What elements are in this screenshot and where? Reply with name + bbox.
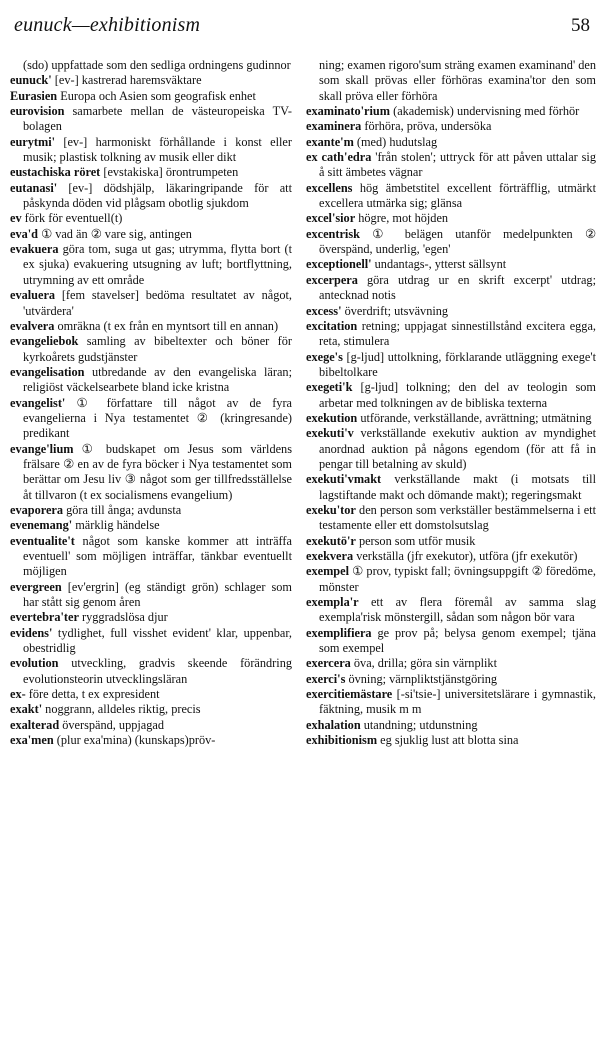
dictionary-entry bbox=[306, 319, 596, 350]
dictionary-entry bbox=[10, 610, 292, 625]
entry-definition: ryggradslösa djur bbox=[78, 610, 168, 625]
dictionary-entry bbox=[306, 534, 596, 549]
dictionary-entry bbox=[306, 656, 596, 671]
entry-headword: eventualite't bbox=[10, 533, 75, 548]
entry-headword: excerpera bbox=[306, 272, 358, 287]
entry-headword: evalvera bbox=[10, 318, 55, 333]
dictionary-entry bbox=[306, 211, 596, 226]
entry-definition: utveckling, gradvis skeende förändring evolutionsteorin utvecklingsläran bbox=[23, 656, 292, 686]
entry-definition: noggrann, alldeles riktig, precis bbox=[42, 702, 201, 717]
entry-definition: verkställande makt (i motsats till lagstiftande makt och dömande makt); regeringsmakt bbox=[319, 472, 596, 502]
entry-headword: evangelist' bbox=[10, 395, 66, 410]
entry-definition: ① belägen utanför medelpunkten ② överspänd, underlig, 'egen' bbox=[319, 226, 596, 257]
entry-definition: före detta, t ex expresident bbox=[25, 687, 160, 702]
entry-headword: evidens' bbox=[10, 625, 53, 640]
entry-definition: [evstakiska] örontrumpeten bbox=[100, 165, 239, 180]
entry-headword: exerci's bbox=[306, 671, 346, 686]
entry-definition: retning; uppjagat sinnestillstånd excitera egga, reta, stimulera bbox=[319, 318, 596, 349]
dictionary-entry bbox=[10, 181, 292, 212]
entry-headword: eurovision bbox=[10, 104, 65, 119]
dictionary-entry bbox=[306, 150, 596, 181]
entry-definition: något som kanske kommer att inträffa eventuell' som möjligen inträffar, tänkbar eventuellt möjligen bbox=[23, 533, 292, 579]
entry-headword: eurytmi' bbox=[10, 134, 56, 149]
entry-headword: exegeti'k bbox=[306, 380, 353, 395]
dictionary-entry bbox=[10, 442, 292, 503]
dictionary-entry bbox=[306, 595, 596, 626]
dictionary-entry bbox=[10, 242, 292, 288]
entry-headword: eunuck' bbox=[10, 73, 52, 88]
dictionary-entry bbox=[306, 380, 596, 411]
entry-headword: eustachiska röret bbox=[10, 165, 101, 180]
entry-definition: verkställande exekutiv auktion av myndighet anordnad auktion på någons egendom (för att få in pengar till betalning av skuld) bbox=[319, 426, 596, 471]
entry-headword: exekutö'r bbox=[306, 533, 356, 548]
entry-headword: exercitiemästare bbox=[306, 687, 393, 702]
entry-definition: överdrift; utsvävning bbox=[341, 303, 449, 318]
entry-headword: exhibitionism bbox=[306, 733, 378, 748]
dictionary-entry bbox=[306, 733, 596, 748]
dictionary-entry bbox=[306, 687, 596, 718]
dictionary-entry bbox=[10, 334, 292, 365]
dictionary-entry bbox=[306, 135, 596, 150]
entry-headword: excitation bbox=[306, 318, 358, 333]
entry-headword: eutanasi' bbox=[10, 180, 58, 195]
entry-definition: [g-ljud] tolkning; den del av teologin som arbetar med tolkningen av de bibliska texterna bbox=[319, 380, 596, 410]
entry-definition: ① budskapet om Jesus som världens frälsare ② en av de fyra böcker i Nya testamentet som berättar om Jesu liv ③ något som ger tillfredsställelse åt tillvaron (t ex socialismens evangelium) bbox=[23, 441, 292, 502]
dictionary-entry bbox=[10, 104, 292, 135]
entry-definition: (akademisk) undervisning med förhör bbox=[390, 104, 580, 119]
page-number: 58 bbox=[571, 15, 590, 36]
entry-headword: exalterad bbox=[10, 717, 60, 732]
entry-headword: exekvera bbox=[306, 549, 354, 563]
dictionary-entry bbox=[10, 733, 292, 748]
entry-headword: evergreen bbox=[10, 579, 62, 594]
entry-definition: (med) hudutslag bbox=[353, 134, 438, 149]
entry-headword: evangeliebok bbox=[10, 334, 79, 349]
entry-definition: Europa och Asien som geografisk enhet bbox=[57, 88, 256, 103]
entry-definition: [g-ljud] uttolkning, förklarande utläggning exege't bibeltolkare bbox=[319, 349, 596, 379]
dictionary-entry bbox=[10, 165, 292, 180]
entry-definition: 'från stolen'; uttryck för att påven uttalar sig å sitt ämbetes vägnar bbox=[319, 150, 596, 180]
entry-headword: evangelisation bbox=[10, 364, 85, 379]
entry-definition: undantags-, ytterst sällsynt bbox=[371, 257, 507, 272]
dictionary-entry bbox=[10, 211, 292, 226]
entry-definition: ① författare till något av de fyra evangelierna i Nya testamentet ② (kringresande) predikant bbox=[23, 395, 292, 441]
entry-headword: evange'lium bbox=[10, 441, 74, 456]
dictionary-entry bbox=[10, 288, 292, 319]
entry-definition: ning; examen rigoro'sum sträng examen examinand' den som skall prövas eller förhöras examina'tor den som skall pröva eller förhöra bbox=[319, 58, 596, 103]
entry-headword: examinato'rium bbox=[306, 104, 391, 119]
dictionary-entry bbox=[306, 58, 596, 104]
dictionary-entry bbox=[306, 718, 596, 733]
running-head: eunuck—exhibitionism bbox=[14, 14, 201, 36]
dictionary-entry bbox=[10, 702, 292, 717]
entry-headword: exempla'r bbox=[306, 595, 359, 610]
dictionary-entry bbox=[306, 273, 596, 304]
dictionary-entry bbox=[306, 672, 596, 687]
dictionary-entry bbox=[306, 119, 596, 134]
entry-definition: [ev-] harmoniskt förhållande i konst eller musik; plastisk tolkning av musik eller dikt bbox=[23, 134, 292, 165]
entry-definition: tydlighet, full visshet evident' klar, uppenbar, obestridlig bbox=[23, 625, 292, 656]
entry-definition: göra tom, suga ut gas; utrymma, flytta bort (t ex sjuka) evakuering utsugning av luft; bortflyttning, utrymning av ett område bbox=[23, 242, 292, 287]
entry-definition: samling av bibeltexter och böner för kyrkoårets gudstjänster bbox=[23, 334, 292, 364]
entry-definition: överspänd, uppjagad bbox=[59, 717, 165, 732]
dictionary-entry bbox=[306, 503, 596, 534]
entry-headword: evertebra'ter bbox=[10, 610, 79, 625]
entry-definition: den person som verkställer bestämmelserna i ett testamente eller ett domstolsutslag bbox=[319, 502, 596, 533]
entry-headword: excellens bbox=[306, 180, 353, 195]
entry-definition: eg sjuklig lust att blotta sina bbox=[377, 733, 519, 748]
entry-definition: verkställa (jfr exekutor), utföra (jfr exekutör) bbox=[353, 549, 578, 563]
dictionary-entry bbox=[306, 472, 596, 503]
entry-headword: exceptionell' bbox=[306, 257, 372, 272]
entry-headword: ex- bbox=[10, 687, 26, 702]
entry-definition: person som utför musik bbox=[355, 533, 476, 548]
entry-headword: exa'men bbox=[10, 733, 54, 748]
dictionary-entry bbox=[306, 411, 596, 426]
dictionary-entry bbox=[10, 319, 292, 334]
entry-headword: Eurasien bbox=[10, 88, 58, 103]
entry-definition: [ev'ergrin] (eg ständigt grön) schlager som har stått sig genom åren bbox=[23, 579, 292, 610]
entry-definition: övning; värnpliktstjänstgöring bbox=[345, 671, 498, 686]
dictionary-entry bbox=[306, 304, 596, 319]
right-column bbox=[306, 58, 596, 748]
entry-headword: exakt' bbox=[10, 702, 43, 717]
entry-headword: exhalation bbox=[306, 717, 361, 732]
dictionary-entry bbox=[306, 564, 596, 595]
entry-headword: exekution bbox=[306, 410, 358, 425]
dictionary-entry bbox=[306, 104, 596, 119]
dictionary-entry bbox=[10, 89, 292, 104]
dictionary-entry bbox=[10, 135, 292, 166]
entry-headword: excentrisk bbox=[306, 226, 360, 241]
entry-definition: förhöra, pröva, undersöka bbox=[361, 119, 492, 134]
dictionary-entry bbox=[306, 426, 596, 472]
entry-headword: excel'sior bbox=[306, 211, 356, 226]
entry-definition: högre, mot höjden bbox=[355, 211, 449, 226]
entry-definition: ett av flera föremål av samma slag exempla'risk mönstergill, sådan som någon bör vara bbox=[319, 595, 596, 625]
dictionary-entry bbox=[10, 718, 292, 733]
entry-definition: ge prov på; belysa genom exempel; tjäna som exempel bbox=[319, 625, 596, 656]
dictionary-entry bbox=[306, 181, 596, 212]
dictionary-entry bbox=[10, 580, 292, 611]
entry-definition: hög ämbetstitel excellent förträfflig, utmärkt excellera utmärka sig; glänsa bbox=[319, 180, 596, 211]
entry-headword: exercera bbox=[306, 656, 351, 671]
entry-definition: förk för eventuell(t) bbox=[21, 211, 123, 226]
entry-headword: exemplifiera bbox=[306, 625, 372, 640]
dictionary-entry bbox=[10, 58, 292, 73]
entry-definition: [-si'tsie-] universitetslärare i gymnastik, fäktning, musik m m bbox=[319, 687, 596, 717]
entry-headword: evenemang' bbox=[10, 518, 73, 533]
dictionary-entry bbox=[10, 656, 292, 687]
entry-definition: omräkna (t ex från en myntsort till en annan) bbox=[54, 318, 279, 333]
dictionary-entry bbox=[306, 227, 596, 258]
dictionary-entry bbox=[10, 365, 292, 396]
entry-definition: [ev-] dödshjälp, läkaringripande för att påskynda döden vid plågsam obotlig sjukdom bbox=[23, 180, 292, 211]
dictionary-entry bbox=[306, 549, 596, 564]
entry-definition: (plur exa'mina) (kunskaps)pröv- bbox=[53, 733, 216, 748]
entry-definition: märklig händelse bbox=[72, 518, 160, 533]
left-column bbox=[10, 58, 292, 748]
entry-definition: utandning; utdunstning bbox=[360, 717, 478, 732]
entry-definition: samarbete mellan de västeuropeiska TV-bolagen bbox=[23, 104, 292, 134]
entry-definition: (sdo) uppfattade som den sedliga ordningens gudinnor bbox=[23, 58, 291, 72]
entry-definition: ① prov, typiskt fall; övningsuppgift ② föredöme, mönster bbox=[319, 564, 596, 594]
dictionary-entry bbox=[10, 503, 292, 518]
entry-definition: göra till ånga; avdunsta bbox=[63, 502, 182, 517]
entry-headword: ex cath'edra bbox=[306, 150, 372, 165]
entry-headword: exekuti'v bbox=[306, 426, 354, 441]
entry-headword: exante'm bbox=[306, 134, 354, 149]
entry-definition: göra utdrag ur en skrift excerpt' utdrag; antecknad notis bbox=[319, 272, 596, 303]
entry-definition: öva, drilla; göra sin värnplikt bbox=[350, 656, 497, 671]
entry-headword: eva'd bbox=[10, 226, 39, 241]
entry-headword: exege's bbox=[306, 349, 343, 364]
entry-headword: examinera bbox=[306, 119, 362, 134]
entry-definition: utförande, verkställande, avrättning; utmätning bbox=[357, 410, 592, 425]
entry-headword: exempel bbox=[306, 564, 350, 579]
entry-headword: excess' bbox=[306, 303, 342, 318]
dictionary-entry bbox=[306, 626, 596, 657]
entry-headword: evolution bbox=[10, 656, 59, 671]
dictionary-entry bbox=[10, 626, 292, 657]
dictionary-entry bbox=[10, 73, 292, 88]
entry-definition: [ev-] kastrerad haremsväktare bbox=[51, 73, 202, 88]
entry-definition: ① vad än ② vare sig, antingen bbox=[38, 226, 192, 241]
entry-headword: exeku'tor bbox=[306, 502, 356, 517]
entry-headword: evaporera bbox=[10, 502, 64, 517]
entry-definition: utbredande av den evangeliska läran; religiöst väckelsearbete bland icke kristna bbox=[23, 364, 292, 395]
dictionary-entry bbox=[10, 396, 292, 442]
page-header bbox=[14, 14, 590, 44]
entry-headword: evakuera bbox=[10, 242, 59, 257]
dictionary-entry bbox=[306, 257, 596, 272]
dictionary-entry bbox=[10, 534, 292, 580]
entry-headword: ev bbox=[10, 211, 22, 226]
dictionary-entry bbox=[10, 518, 292, 533]
dictionary-entry bbox=[306, 350, 596, 381]
entry-definition: [fem stavelser] bedöma resultatet av något, 'utvärdera' bbox=[23, 288, 292, 318]
entry-headword: evaluera bbox=[10, 288, 56, 303]
dictionary-entry bbox=[10, 227, 292, 242]
entry-headword: exekuti'vmakt bbox=[306, 472, 382, 487]
dictionary-entry bbox=[10, 687, 292, 702]
